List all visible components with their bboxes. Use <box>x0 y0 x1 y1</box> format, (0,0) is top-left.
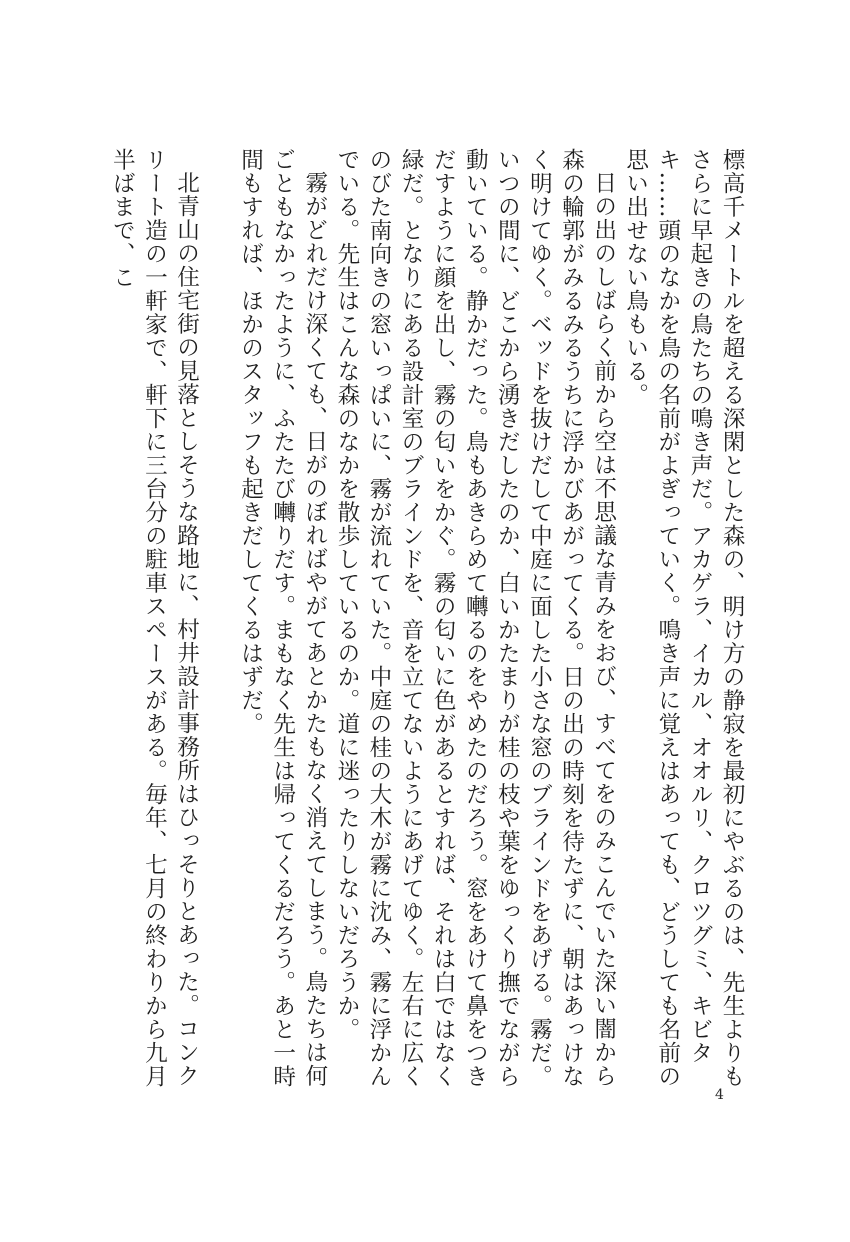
page-number: 4 <box>715 1087 724 1103</box>
section-break <box>203 148 235 1093</box>
paragraph-opening: 標高千メートルを超える深閑とした森の、明け方の静寂を最初にやぶるのは、先生よりもさらに早起きの鳥たちの鳴き声だ。アカゲラ、イカル、オオルリ、クロツグミ、キビタキ……頭のなかを鳥の名前がよぎっていく。鳴き声に覚えはあっても、どうしても名前の思い出せない鳥もいる。 <box>622 148 745 1088</box>
body-text <box>106 148 748 1093</box>
paragraph-kita-aoyama: 北青山の住宅街の見落としそうな路地に、村井設計事務所はひっそりとあった。コンクリート造の一軒家で、軒下に三台分の駐車スペースがある。毎年、七月の終わりから九月半ばまで、こ <box>109 148 200 1088</box>
paragraph-dawn-fog: 日の出のしばらく前から空は不思議な青みをおび、すべてをのみこんでいた深い闇から森の輪郭がみるみるうちに浮かびあがってくる。日の出の時刻を待たずに、朝はあっけなく明けてゆく。ベッドを抜けだして中庭に面した小さな窓のブラインドをあげる。霧だ。いつの間に、どこから湧きだしたのか、白いかたまりが桂の枝や葉をゆっくり撫でながら動いている。静かだった。鳥もあきらめて囀るのをやめたのだろう。窓をあけて鼻をつきだすように顔を出し、霧の匂いをかぐ。霧の匂いに色があるとすれば、それは白ではなく緑だ。となりにある設計室のブラインドを、音を立てないようにあげてゆく。左右に広くのびた南向きの窓いっぱいに、霧が流れていた。中庭の桂の大木が霧に沈み、霧に浮かんでいる。先生はこんな森のなかを散歩しているのか。道に迷ったりしないだろうか。 <box>333 148 617 1088</box>
paragraph-fog-clears: 霧がどれだけ深くても、日がのぼればやがてあとかたもなく消えてしまう。鳥たちは何ごともなかったように、ふたたび囀りだす。まもなく先生は帰ってくるだろう。あと一時間もすれば、ほかのスタッフも起きだしてくるはずだ。 <box>237 148 328 1088</box>
